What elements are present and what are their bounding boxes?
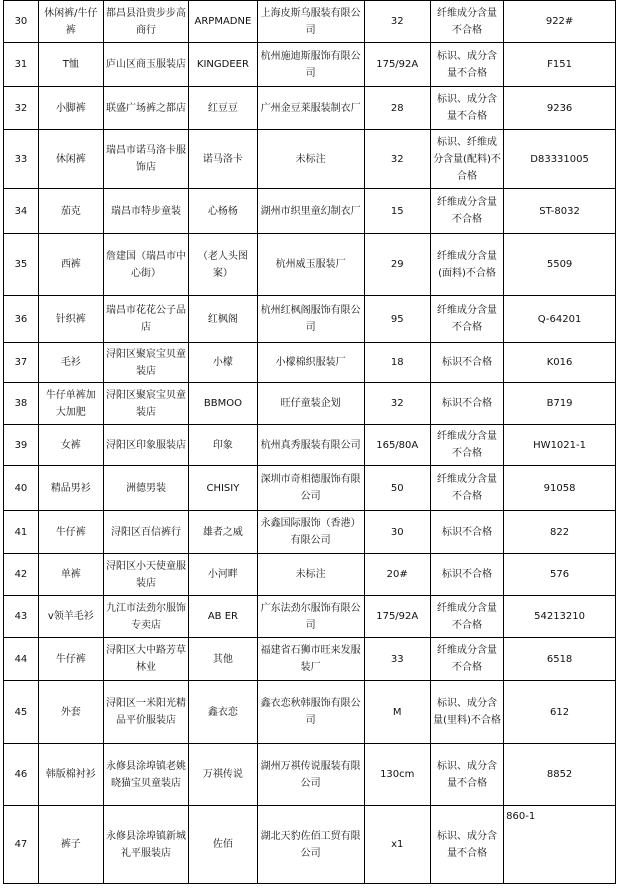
brand-name: BBMOO (189, 383, 258, 425)
brand-name: 红枫阁 (189, 296, 258, 343)
row-number: 37 (4, 343, 39, 383)
row-number: 32 (4, 87, 39, 130)
row-number: 46 (4, 744, 39, 806)
brand-name: 印象 (189, 425, 258, 466)
product-name: 休闲裤 (38, 130, 103, 189)
failed-item: 标识不合格 (430, 511, 503, 554)
manufacturer-name: 鑫衣恋秋韩服饰有限公司 (257, 681, 364, 744)
brand-name: ARPMADNE (189, 1, 258, 43)
failed-item: 标识、成分含量不合格 (430, 87, 503, 130)
size-spec: 20# (364, 554, 430, 596)
product-name: 牛仔裤 (38, 638, 103, 681)
brand-name: 佐佰 (189, 806, 258, 884)
manufacturer-name: 广州金豆莱服装制衣厂 (257, 87, 364, 130)
product-code: ST-8032 (504, 189, 616, 234)
manufacturer-name: 湖州万祺传说服装有限公司 (257, 744, 364, 806)
product-name: 西裤 (38, 234, 103, 296)
row-number: 39 (4, 425, 39, 466)
seller-name: 庐山区商玉服装店 (103, 43, 188, 87)
product-code: 922# (504, 1, 616, 43)
product-code: Q-64201 (504, 296, 616, 343)
product-code: 91058 (504, 466, 616, 511)
product-code: F151 (504, 43, 616, 87)
table-row (4, 596, 616, 638)
product-name: 单裤 (38, 554, 103, 596)
table-row (4, 43, 616, 87)
product-name: 裤子 (38, 806, 103, 884)
seller-name: 瑞昌市特步童装 (103, 189, 188, 234)
seller-name: 浔阳区印象服装店 (103, 425, 188, 466)
product-name: 外套 (38, 681, 103, 744)
product-name: 牛仔单裤加大加肥 (38, 383, 103, 425)
table-row (4, 806, 616, 884)
row-number: 35 (4, 234, 39, 296)
row-number: 36 (4, 296, 39, 343)
product-code: 860-1 (504, 806, 616, 884)
table-row (4, 681, 616, 744)
manufacturer-name: 未标注 (257, 554, 364, 596)
seller-name: 都昌县沿贵步步高商行 (103, 1, 188, 43)
size-spec: 29 (364, 234, 430, 296)
size-spec: 130cm (364, 744, 430, 806)
table-row (4, 130, 616, 189)
seller-name: 浔阳区一米阳光精品平价服装店 (103, 681, 188, 744)
failed-item: 标识、成分含量不合格 (430, 744, 503, 806)
failed-item: 纤维成分含量不合格 (430, 638, 503, 681)
size-spec: 30 (364, 511, 430, 554)
table-row (4, 1, 616, 43)
brand-name: 心杨杨 (189, 189, 258, 234)
manufacturer-name: 旺仔童装企划 (257, 383, 364, 425)
table-row (4, 466, 616, 511)
brand-name: 雄者之威 (189, 511, 258, 554)
brand-name: 万祺传说 (189, 744, 258, 806)
row-number: 47 (4, 806, 39, 884)
failed-item: 标识、成分含量不合格 (430, 806, 503, 884)
failed-item: 纤维成分含量不合格 (430, 296, 503, 343)
row-number: 30 (4, 1, 39, 43)
product-name: 韩版棉衬衫 (38, 744, 103, 806)
seller-name: 永修县涂埠镇老姚晓猫宝贝童装店 (103, 744, 188, 806)
product-code: 576 (504, 554, 616, 596)
seller-name: 永修县涂埠镇新城礼平服装店 (103, 806, 188, 884)
size-spec: 175/92A (364, 43, 430, 87)
table-row (4, 744, 616, 806)
product-name: 女裤 (38, 425, 103, 466)
product-name: v领羊毛衫 (38, 596, 103, 638)
manufacturer-name: 深圳市奇相德服饰有限公司 (257, 466, 364, 511)
table-row (4, 511, 616, 554)
failed-item: 纤维成分含量不合格 (430, 466, 503, 511)
product-name: 小脚裤 (38, 87, 103, 130)
row-number: 31 (4, 43, 39, 87)
table-row (4, 638, 616, 681)
row-number: 45 (4, 681, 39, 744)
size-spec: 32 (364, 130, 430, 189)
failed-item: 标识不合格 (430, 554, 503, 596)
brand-name: 鑫衣恋 (189, 681, 258, 744)
manufacturer-name: 小檬棉织服装厂 (257, 343, 364, 383)
size-spec: 95 (364, 296, 430, 343)
seller-name: 浔阳区小天使童服装店 (103, 554, 188, 596)
product-code: 8852 (504, 744, 616, 806)
product-code: 9236 (504, 87, 616, 130)
failed-item: 纤维成分含量不合格 (430, 425, 503, 466)
manufacturer-name: 湖北天豹佐佰工贸有限公司 (257, 806, 364, 884)
seller-name: 浔阳区聚宸宝贝童装店 (103, 383, 188, 425)
manufacturer-name: 广东法劲尔服饰有限公司 (257, 596, 364, 638)
failed-item: 标识、成分含量(里料)不合格 (430, 681, 503, 744)
failed-item: 纤维成分含量不合格 (430, 189, 503, 234)
row-number: 34 (4, 189, 39, 234)
product-code: 822 (504, 511, 616, 554)
product-name: T恤 (38, 43, 103, 87)
product-name: 牛仔裤 (38, 511, 103, 554)
brand-name: 小檬 (189, 343, 258, 383)
table-row (4, 554, 616, 596)
size-spec: 32 (364, 383, 430, 425)
product-code: K016 (504, 343, 616, 383)
inspection-results-table (3, 0, 616, 884)
product-name: 茄克 (38, 189, 103, 234)
brand-name: AB ER (189, 596, 258, 638)
seller-name: 洲德男装 (103, 466, 188, 511)
product-code: B719 (504, 383, 616, 425)
manufacturer-name: 上海皮斯乌服装有限公司 (257, 1, 364, 43)
size-spec: M (364, 681, 430, 744)
brand-name: CHISIY (189, 466, 258, 511)
seller-name: 浔阳区百信裤行 (103, 511, 188, 554)
product-code: 54213210 (504, 596, 616, 638)
manufacturer-name: 杭州施迪斯服饰有限公司 (257, 43, 364, 87)
size-spec: x1 (364, 806, 430, 884)
manufacturer-name: 湖州市织里童幻制衣厂 (257, 189, 364, 234)
failed-item: 标识、成分含量不合格 (430, 43, 503, 87)
product-name: 针织裤 (38, 296, 103, 343)
row-number: 43 (4, 596, 39, 638)
seller-name: 詹建国（瑞昌市中心街） (103, 234, 188, 296)
brand-name: 小河畔 (189, 554, 258, 596)
row-number: 44 (4, 638, 39, 681)
seller-name: 九江市法劲尔服饰专卖店 (103, 596, 188, 638)
size-spec: 175/92A (364, 596, 430, 638)
manufacturer-name: 杭州红枫阁服饰有限公司 (257, 296, 364, 343)
failed-item: 标识不合格 (430, 383, 503, 425)
product-code: HW1021-1 (504, 425, 616, 466)
brand-name: （老人头图案） (189, 234, 258, 296)
failed-item: 标识、纤维成分含量(配料)不合格 (430, 130, 503, 189)
table-row (4, 234, 616, 296)
size-spec: 15 (364, 189, 430, 234)
product-code: 5509 (504, 234, 616, 296)
brand-name: 红豆豆 (189, 87, 258, 130)
product-code: 612 (504, 681, 616, 744)
product-name: 毛衫 (38, 343, 103, 383)
row-number: 40 (4, 466, 39, 511)
size-spec: 50 (364, 466, 430, 511)
failed-item: 标识不合格 (430, 343, 503, 383)
product-code: D83331005 (504, 130, 616, 189)
size-spec: 32 (364, 1, 430, 43)
brand-name: KINGDEER (189, 43, 258, 87)
product-name: 休闲裤/牛仔裤 (38, 1, 103, 43)
seller-name: 浔阳区大中路芳草林业 (103, 638, 188, 681)
table-row (4, 425, 616, 466)
table-row (4, 189, 616, 234)
row-number: 41 (4, 511, 39, 554)
seller-name: 瑞昌市诺马洛卡服饰店 (103, 130, 188, 189)
failed-item: 纤维成分含量不合格 (430, 1, 503, 43)
manufacturer-name: 福建省石狮市旺来发服装厂 (257, 638, 364, 681)
size-spec: 33 (364, 638, 430, 681)
failed-item: 纤维成分含量(面料)不合格 (430, 234, 503, 296)
seller-name: 联盛广场裤之都店 (103, 87, 188, 130)
table-row (4, 343, 616, 383)
manufacturer-name: 未标注 (257, 130, 364, 189)
row-number: 38 (4, 383, 39, 425)
product-code: 6518 (504, 638, 616, 681)
failed-item: 纤维成分含量不合格 (430, 596, 503, 638)
size-spec: 165/80A (364, 425, 430, 466)
size-spec: 28 (364, 87, 430, 130)
seller-name: 浔阳区聚宸宝贝童装店 (103, 343, 188, 383)
brand-name: 诺马洛卡 (189, 130, 258, 189)
manufacturer-name: 永鑫国际服饰（香港）有限公司 (257, 511, 364, 554)
product-name: 精品男衫 (38, 466, 103, 511)
table-row (4, 87, 616, 130)
manufacturer-name: 杭州真秀服装有限公司 (257, 425, 364, 466)
row-number: 42 (4, 554, 39, 596)
brand-name: 其他 (189, 638, 258, 681)
table-row (4, 383, 616, 425)
row-number: 33 (4, 130, 39, 189)
manufacturer-name: 杭州威玉服装厂 (257, 234, 364, 296)
table-row (4, 296, 616, 343)
seller-name: 瑞昌市花花公子品店 (103, 296, 188, 343)
size-spec: 18 (364, 343, 430, 383)
